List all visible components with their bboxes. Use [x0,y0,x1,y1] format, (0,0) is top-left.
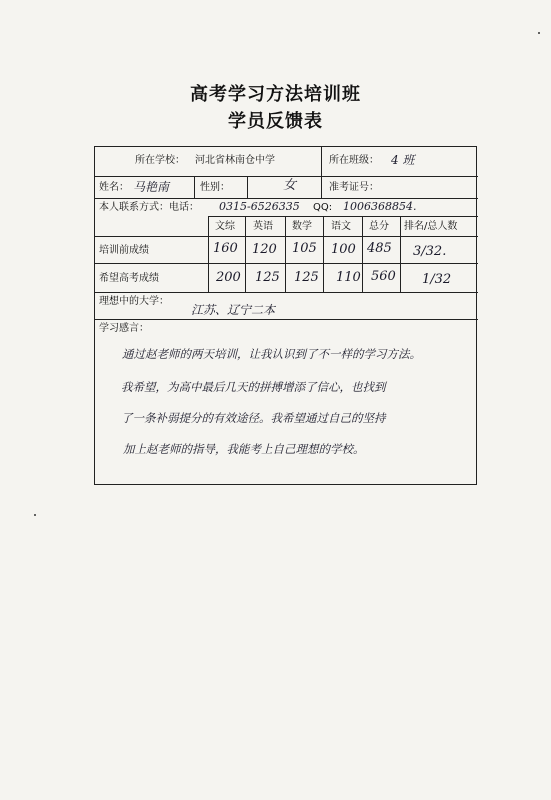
row-divider [95,236,478,237]
score-cell: 120 [252,242,277,257]
school-label: 所在学校： [135,155,185,166]
row-divider [208,216,478,217]
feedback-table [94,146,477,485]
score-cell: 200 [216,270,241,285]
col-divider [400,216,401,292]
score-cell: 105 [292,241,317,256]
score-header: 语文 [331,221,351,232]
university-value: 江苏、辽宁二本 [191,303,276,317]
score-cell: 1/32 [422,272,452,287]
score-cell: 560 [371,269,396,284]
col-divider [247,176,248,198]
form-subtitle: 学员反馈表 [228,111,323,132]
class-label: 所在班级： [329,155,379,166]
gender-value: 女 [283,178,297,193]
name-label: 姓名： [99,182,129,193]
col-divider [321,147,322,176]
qq-value: 1006368854. [343,200,417,213]
row-divider [95,319,478,320]
col-divider [245,216,246,292]
class-value: 4 班 [391,153,415,167]
paper-speck [34,514,36,516]
feedback-line: 加上赵老师的指导，我能考上自己理想的学校。 [123,442,365,456]
col-divider [194,176,195,198]
score-cell: 100 [331,242,356,257]
paper-speck [538,32,540,34]
feedback-line: 了一条补弱提分的有效途径。我希望通过自己的坚持 [121,411,386,425]
row-divider [95,198,478,199]
col-divider [321,176,322,198]
row-divider [95,263,478,264]
col-divider [208,216,209,292]
score-cell: 160 [213,241,238,256]
row-divider [95,176,478,177]
qq-label: QQ: [313,202,333,213]
feedback-line: 我希望，为高中最后几天的拼搏增添了信心，也找到 [121,380,386,394]
col-divider [323,216,324,292]
feedback-line: 通过赵老师的两天培训，让我认识到了不一样的学习方法。 [122,347,421,361]
score-row-label: 培训前成绩 [99,245,149,256]
score-header: 英语 [253,221,273,232]
score-cell: 125 [294,270,319,285]
row-divider [95,292,478,293]
col-divider [362,216,363,292]
score-cell: 3/32. [413,244,447,259]
score-cell: 125 [255,270,280,285]
feedback-label: 学习感言： [99,323,149,334]
exam-id-label: 准考证号： [329,182,379,193]
score-cell: 110 [336,270,361,285]
contact-label: 本人联系方式：电话： [99,202,199,213]
form-title: 高考学习方法培训班 [190,84,361,105]
score-header: 文综 [215,221,235,232]
school-value: 河北省林南仓中学 [195,155,275,166]
score-header: 数学 [292,221,312,232]
name-value: 马艳南 [133,180,170,194]
gender-label: 性别： [200,182,230,193]
score-header: 总分 [369,221,389,232]
col-divider [285,216,286,292]
score-cell: 485 [367,241,392,256]
score-row-label: 希望高考成绩 [99,273,159,284]
score-header: 排名/总人数 [404,221,458,232]
university-label: 理想中的大学： [99,296,169,307]
phone-value: 0315-6526335 [219,200,300,213]
